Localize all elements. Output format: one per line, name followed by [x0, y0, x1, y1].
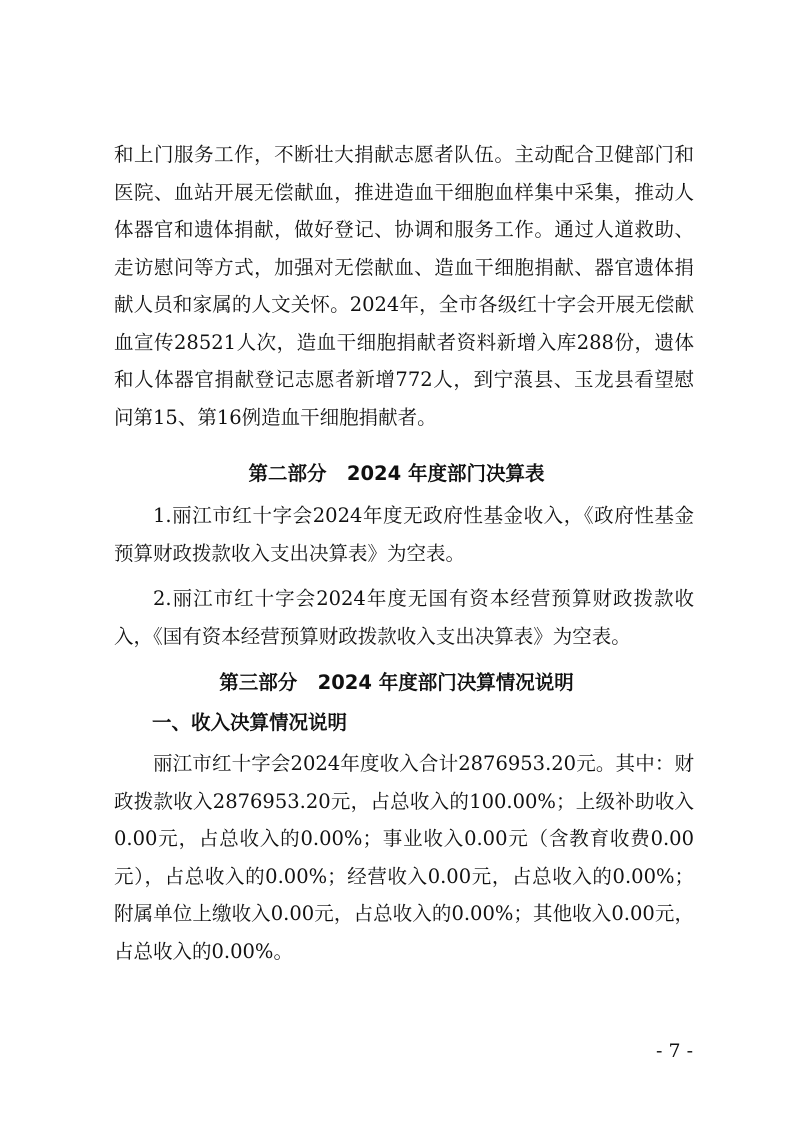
- page-number: - 7 -: [655, 1040, 693, 1062]
- part3-title: 第三部分 2024 年度部门决算情况说明: [219, 671, 574, 694]
- paragraph-continued: 和上门服务工作，不断壮大捐献志愿者队伍。主动配合卫健部门和医院、血站开展无偿献血，推进造血干细胞血样集中采集，推动人体器官和遗体捐献，做好登记、协调和服务工作。通过人道救助、走访慰问等方式，加强对无偿献血、造血干细胞捐献、器官遗体捐献人员和家属的人文关怀。2024年，全市各级红十字会开展无偿献血宣传28521人次，造血干细胞捐献者资料新增入库288份，遗体和人体器官捐献登记志愿者新增772人，到宁蒗县、玉龙县看望慰问第15、第16例造血干细胞捐献者。: [114, 143, 694, 429]
- section1-title: 一、收入决算情况说明: [152, 711, 348, 734]
- part2-item-2: 2.丽江市红十字会2024年度无国有资本经营预算财政拨款收入，《国有资本经营预算财政拨款收入支出决算表》为空表。: [114, 587, 694, 648]
- section1-text: 丽江市红十字会2024年度收入合计2876953.20元。其中：财政拨款收入2876953.20元，占总收入的100.00%；上级补助收入0.00元，占总收入的0.00%；事业收入0.00元（含教育收费0.00元），占总收入的0.00%；经营收入0.00元，占总收入的0.00%；附属单位上缴收入0.00元，占总收入的0.00%；其他收入0.00元，占总收入的0.00%。: [114, 752, 694, 963]
- part2-item-1: 1.丽江市红十字会2024年度无政府性基金收入，《政府性基金预算财政拨款收入支出决算表》为空表。: [114, 504, 694, 565]
- part2-title: 第二部分 2024 年度部门决算表: [248, 462, 545, 485]
